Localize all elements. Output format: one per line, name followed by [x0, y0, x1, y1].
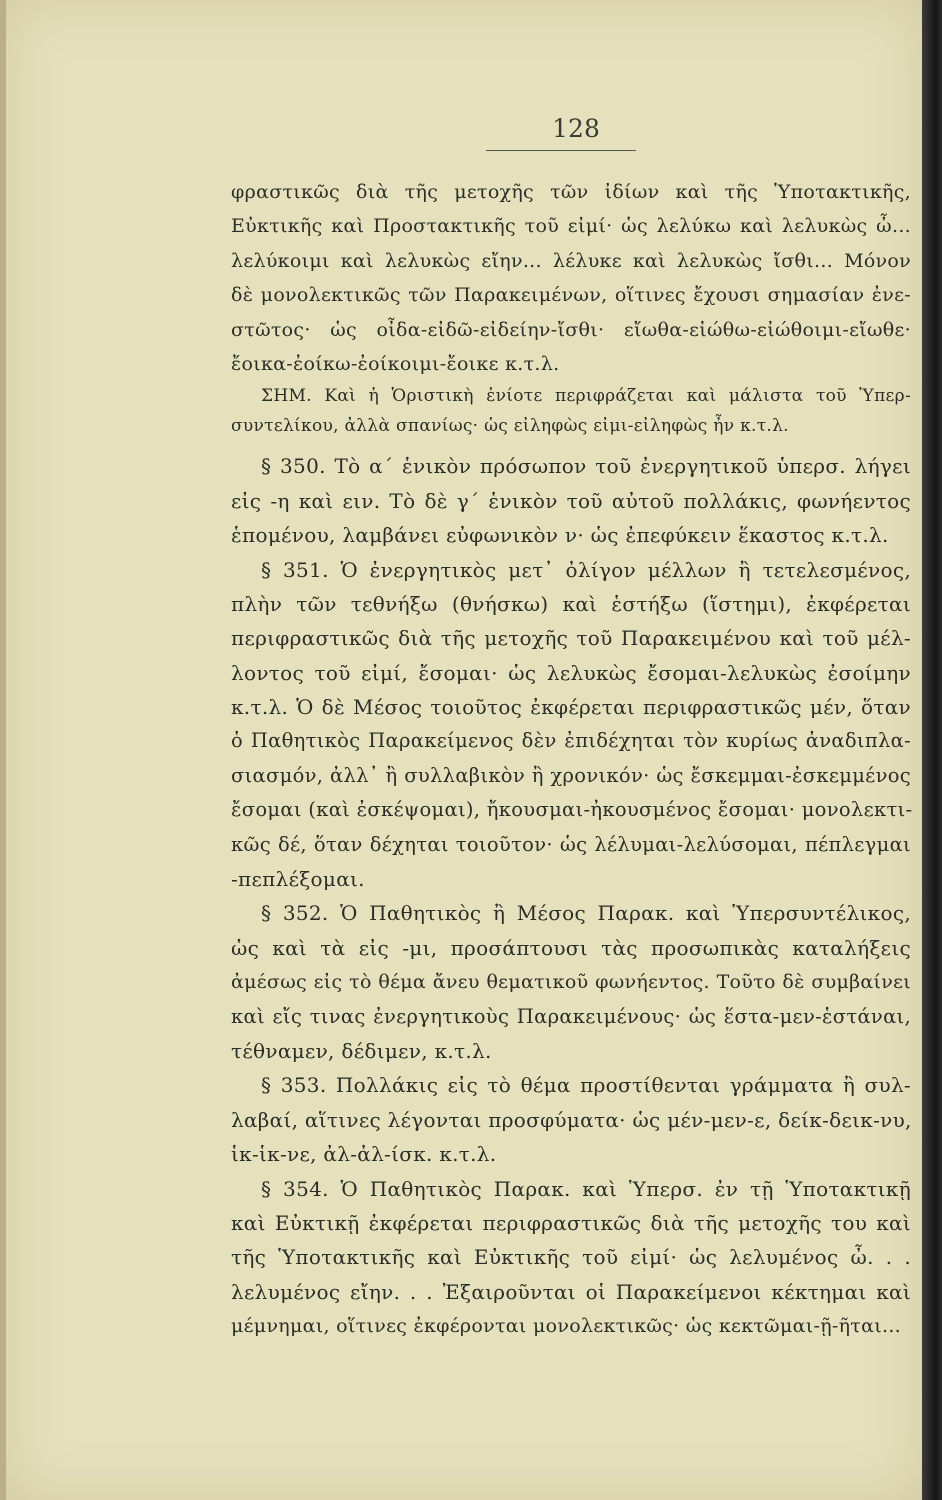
text-line: φραστικῶς διὰ τῆς μετοχῆς τῶν ἰδίων καὶ τῆς Ὑποτακτικῆς, [231, 181, 911, 203]
section-line: ὁ Παθητικὸς Παρακείμενος δὲν ἐπιδέχηται τὸν κυρίως ἀναδιπλα- [231, 729, 911, 753]
text-line: δὲ μονολεκτικῶς τῶν Παρακειμένων, οἵτινες ἔχουσι σημασίαν ἐνε- [231, 284, 911, 307]
section-line: τῆς Ὑποτακτικῆς καὶ Εὐκτικῆς τοῦ εἰμί· ὡς λελυμένος ὦ. . . [231, 1245, 911, 1270]
section-line: σιασμόν, ἀλλ᾿ ἢ συλλαβικὸν ἢ χρονικόν· ὡς ἔσκεμμαι-ἐσκεμμένος [231, 763, 911, 787]
section-line: ἔσομαι (καὶ ἐσκέψομαι), ἤκουσμαι-ἠκουσμένος ἔσομαι· μονολεκτι- [231, 798, 913, 822]
section-line: μέμνημαι, οἵτινες ἐκφέρονται μονολεκτικῶς· ὡς κεκτῶμαι-ῇ-ῆται... [231, 1315, 902, 1338]
section-line: περιφραστικῶς διὰ τῆς μετοχῆς τοῦ Παρακειμένου καὶ τοῦ μέλ- [231, 626, 911, 651]
section-line: ἀμέσως εἰς τὸ θέμα ἄνευ θεματικοῦ φωνήεντος. Τοῦτο δὲ συμβαίνει [231, 971, 911, 994]
book-page [6, 0, 922, 1500]
section-line: § 353. Πολλάκις εἰς τὸ θέμα προστίθενται γράμματα ἢ συλ- [261, 1073, 911, 1098]
section-line: καὶ Εὐκτικῇ ἐκφέρεται περιφραστικῶς διὰ τῆς μετοχῆς του καὶ [231, 1210, 911, 1235]
section-line: ἱκ-ἱκ-νε, ἀλ-ἀλ-ίσκ. κ.τ.λ. [231, 1142, 497, 1167]
section-line: κῶς δέ, ὅταν δέχηται τοιοῦτον· ὡς λέλυμαι-λελύσομαι, πέπλεγμαι [231, 832, 911, 856]
note-paragraph [231, 381, 911, 441]
section-line: § 352. Ὁ Παθητικὸς ἢ Μέσος Παρακ. καὶ Ὑπερσυντέλικος, [261, 901, 911, 926]
section-353 [231, 1068, 911, 1171]
section-line: λοντος τοῦ εἰμί, ἔσομαι· ὡς λελυκὼς ἔσομαι-λελυκὼς ἐσοίμην [231, 660, 911, 685]
page-number: 128 [552, 114, 600, 143]
section-line: § 350. Τὸ α΄ ἑνικὸν πρόσωπον τοῦ ἐνεργητικοῦ ὑπερσ. λήγει [261, 454, 911, 479]
section-354 [231, 1172, 911, 1344]
section-line: πλὴν τῶν τεθνήξω (θνήσκω) καὶ ἑστήξω (ἵστημι), ἐκφέρεται [231, 591, 911, 616]
header-rule [486, 150, 636, 151]
text-line: Εὐκτικῆς καὶ Προστακτικῆς τοῦ εἰμί· ὡς λελύκω καὶ λελυκὼς ὦ... [231, 215, 911, 238]
section-line: τέθναμεν, δέδιμεν, κ.τ.λ. [231, 1038, 492, 1063]
section-line: κ.τ.λ. Ὁ δὲ Μέσος τοιοῦτος ἐκφέρεται περιφραστικῶς μέν, ὅταν [231, 695, 911, 720]
page-body [231, 175, 911, 1344]
book-spine [922, 0, 942, 1500]
section-line: -πεπλέξομαι. [231, 867, 365, 892]
section-350 [231, 449, 911, 552]
text-line: στῶτος· ὡς οἶδα-εἰδῶ-εἰδείην-ἴσθι· εἴωθα-εἰώθω-εἰώθοιμι-εἴωθε· [231, 318, 911, 341]
section-line: § 354. Ὁ Παθητικὸς Παρακ. καὶ Ὑπερσ. ἐν τῇ Ὑποτακτικῇ [261, 1176, 911, 1201]
note-line: συντελίκου, ἀλλὰ σπανίως· ὡς εἰληφὼς εἰμι-εἰληφὼς ἦν κ.τ.λ. [231, 416, 789, 437]
section-line: ἑπομένου, λαμβάνει εὐφωνικὸν ν· ὡς ἐπεφύκειν ἕκαστος κ.τ.λ. [231, 523, 889, 548]
section-line: ὡς καὶ τὰ εἰς -μι, προσάπτουσι τὰς προσωπικὰς καταλήξεις [231, 935, 911, 960]
text-line: λελύκοιμι καὶ λελυκὼς εἴην... λέλυκε καὶ λελυκὼς ἴσθι... Μόνον [231, 249, 911, 272]
section-line: § 351. Ὁ ἐνεργητικὸς μετ᾿ ὀλίγον μέλλων ἢ τετελεσμένος, [261, 557, 911, 582]
opening-paragraph [231, 175, 911, 381]
section-line: καὶ εἴς τινας ἐνεργητικοὺς Παρακειμένους· ὡς ἕστα-μεν-ἑστάναι, [231, 1004, 911, 1028]
section-line: λαβαί, αἵτινες λέγονται προσφύματα· ὡς μέν-μεν-ε, δείκ-δεικ-νυ, [231, 1107, 912, 1132]
text-line: ἔοικα-ἐοίκω-ἐοίκοιμι-ἔοικε κ.τ.λ. [231, 352, 560, 375]
section-line: εἰς -η καὶ ειν. Τὸ δὲ γ΄ ἑνικὸν τοῦ αὐτοῦ πολλάκις, φωνήεντος [231, 488, 911, 513]
section-line: λελυμένος εἴην. . . Ἐξαιροῦνται οἱ Παρακείμενοι κέκτημαι καὶ [231, 1279, 911, 1304]
section-352 [231, 896, 911, 1068]
note-line: ΣΗΜ. Καὶ ἡ Ὁριστικὴ ἐνίοτε περιφράζεται καὶ μάλιστα τοῦ Ὑπερ- [261, 386, 911, 407]
section-351 [231, 553, 911, 897]
